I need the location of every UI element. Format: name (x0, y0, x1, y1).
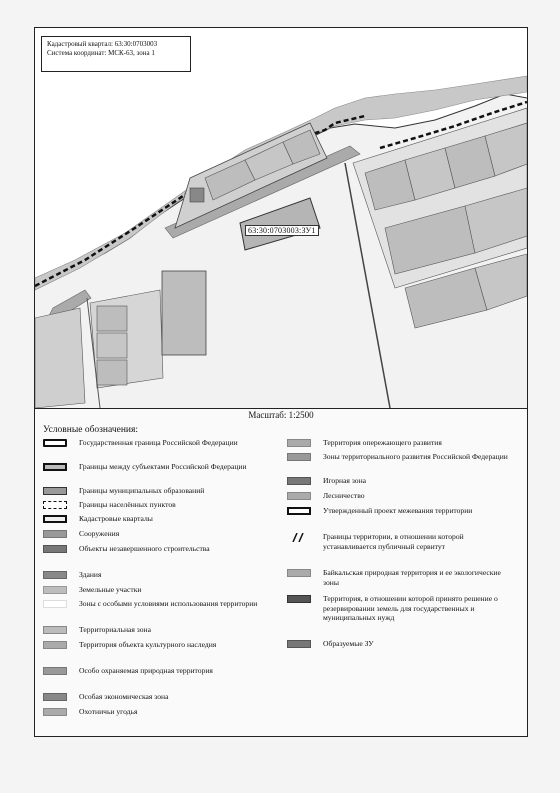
special-zone-icon (43, 600, 67, 608)
parcel (162, 271, 206, 355)
unfinished-construction-icon (43, 545, 67, 553)
map-drawing (35, 28, 527, 408)
legend-item: Земельные участки (43, 585, 269, 595)
legend-item: Игорная зона (287, 476, 513, 486)
coordinate-system-line: Система координат: МСК-63, зона 1 (47, 49, 155, 57)
heritage-icon (43, 641, 67, 649)
territorial-zone-icon (43, 626, 67, 634)
legend-item: Границы муниципальных образований (43, 486, 269, 496)
cadastral-sheet (34, 27, 528, 737)
formed-plot (240, 198, 320, 250)
parcel (97, 333, 127, 358)
legend-item: Зоны с особыми условиями использования территории (43, 599, 269, 609)
legend-item: Государственная граница Российской Федерации (43, 438, 269, 448)
building-icon (43, 571, 67, 579)
legend-item: Объекты незавершенного строительства (43, 544, 269, 554)
legend-item: Лесничество (287, 491, 513, 501)
advanced-development-icon (287, 439, 311, 447)
legend-item: Здания (43, 570, 269, 580)
legend-item: Территория, в отношении которой принято решение о резервировании земель для государственных и муниципальных нужд (287, 594, 513, 623)
legend-item: Территория объекта культурного наследия (43, 640, 269, 650)
legend-item: Границы населённых пунктов (43, 500, 269, 510)
economic-zone-icon (43, 693, 67, 701)
legend-item: Территория опережающего развития (287, 438, 513, 448)
legend-item: Утвержденный проект межевания территории (287, 506, 513, 516)
map-scale: Масштаб: 1:2500 (248, 410, 314, 420)
reserve-land-icon (287, 595, 311, 603)
subject-border-icon (43, 463, 67, 471)
parcel (97, 360, 127, 385)
protected-area-icon (43, 667, 67, 675)
cadastral-quarter-icon (43, 515, 67, 523)
legend-item: Особо охраняемая природная территория (43, 666, 269, 676)
parcel-label: 63:30:0703003:ЗУ1 (245, 225, 319, 236)
legend-item: Сооружения (43, 529, 269, 539)
legend-item: Кадастровые кварталы (43, 514, 269, 524)
legend-item: Образуемые ЗУ (287, 639, 513, 649)
legend-item: Байкальская природная территория и ее экологические зоны (287, 568, 513, 587)
map-info-box (41, 36, 191, 72)
structure-icon (43, 530, 67, 538)
gaming-zone-icon (287, 477, 311, 485)
servitude-icon (287, 533, 311, 541)
legend-item: Границы территории, в отношении которой устанавливается публичный сервитут (287, 532, 513, 551)
formed-plot-icon (287, 640, 311, 648)
state-border-icon (43, 439, 67, 447)
baikal-icon (287, 569, 311, 577)
legend-item: Охотничьи угодья (43, 707, 269, 717)
legend-item: Территориальная зона (43, 625, 269, 635)
development-zone-icon (287, 453, 311, 461)
cadastral-quarter-line: Кадастровый квартал: 63:30:0703003 (47, 40, 158, 48)
hunting-ground-icon (43, 708, 67, 716)
parcel (35, 308, 85, 408)
settlement-border-icon (43, 501, 67, 509)
land-plot-icon (43, 586, 67, 594)
legend-title: Условные обозначения: (43, 425, 139, 435)
parcel (97, 306, 127, 331)
legend-item: Границы между субъектами Российской Федерации (43, 462, 269, 472)
building (190, 188, 204, 202)
legend-item: Особая экономическая зона (43, 692, 269, 702)
survey-project-icon (287, 507, 311, 515)
forestry-icon (287, 492, 311, 500)
map-area (35, 28, 527, 409)
municipal-border-icon (43, 487, 67, 495)
legend-item: Зоны территориального развития Российской Федерации (287, 452, 513, 462)
